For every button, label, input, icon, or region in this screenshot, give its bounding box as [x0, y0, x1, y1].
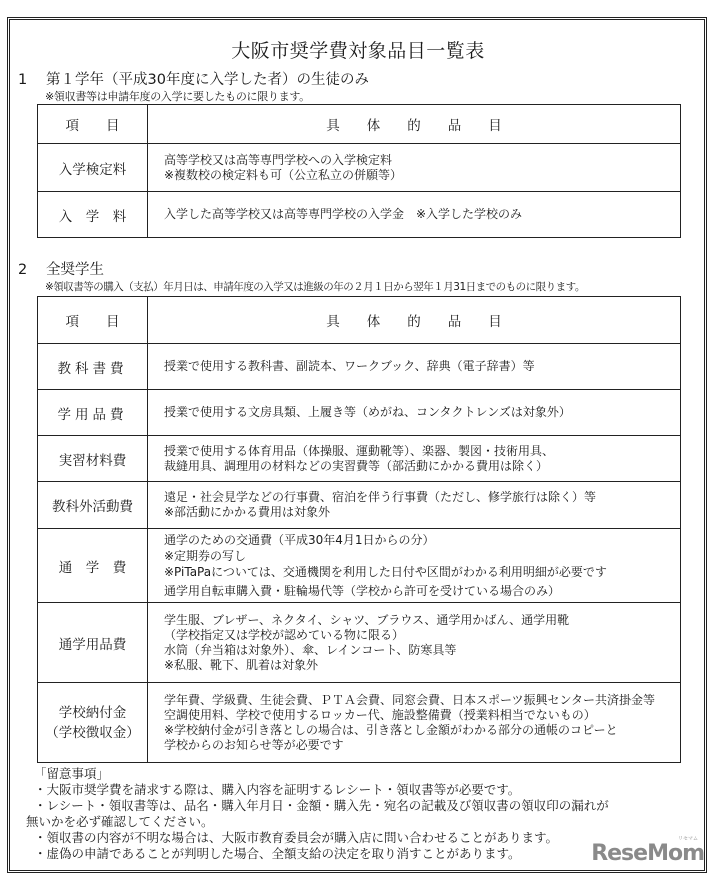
row-desc: [148, 144, 681, 192]
watermark-text: ReseMom: [591, 841, 704, 866]
desc-line: 裁縫用具、調理用の材料などの実習費等（部活動にかかる費用は除く）: [164, 458, 549, 473]
row-desc: [148, 603, 681, 683]
header-desc: 具 体 的 品 目: [148, 297, 681, 344]
remark-line: ・大阪市奨学費を請求する際は、購入内容を証明するレシート・領収書等が必要です。: [34, 782, 521, 797]
table-row: [38, 390, 681, 436]
remarks: [26, 766, 684, 862]
table-header-row: [38, 297, 681, 344]
desc-line: ※PiTaPaについては、交通機関を利用した日付や区間がわかる利用明細が必要です: [164, 565, 607, 579]
row-item: 入 学 料: [38, 192, 148, 238]
row-item: 通学用品費: [38, 603, 148, 683]
table-row: [38, 683, 681, 763]
row-desc: [148, 683, 681, 763]
section1-heading: [18, 68, 369, 89]
desc-line: ※私服、靴下、肌着は対象外: [164, 657, 319, 672]
row-item: 通 学 費: [38, 529, 148, 603]
desc-line: 空調使用料、学校で使用するロッカー代、施設整備費（授業料相当でないもの）: [164, 707, 596, 722]
desc-line: 授業で使用する文房具類、上履き等（めがね、コンタクトレンズは対象外）: [164, 405, 571, 419]
table-row: [38, 192, 681, 238]
item-line: 学校納付金: [58, 704, 127, 721]
desc-line: 通学用自転車購入費・駐輪場代等（学校から許可を受けている場合のみ）: [164, 584, 561, 598]
remark-line: ・レシート・領収書等は、品名・購入年月日・金額・購入先・宛名の記載及び領収書の領収印の漏れが: [34, 798, 609, 813]
section2-title: 全奨学生: [46, 262, 104, 278]
desc-line: 学年費、学級費、生徒会費、ＰＴＡ会費、同窓会費、日本スポーツ振興センター共済掛金等: [164, 692, 656, 707]
section1-note: ※領収書等は申請年度の入学に要したものに限ります。: [45, 90, 310, 103]
table-row: [38, 603, 681, 683]
desc-line: 入学した高等学校又は高等専門学校の入学金 ※入学した学校のみ: [164, 207, 523, 221]
section2-number: 2: [18, 262, 28, 278]
header-item: 項 目: [38, 297, 148, 344]
header-desc: 具 体 的 品 目: [148, 105, 681, 144]
row-desc: [148, 192, 681, 238]
table-row: [38, 436, 681, 482]
row-item: 実習材料費: [38, 436, 148, 482]
section2-table: [37, 296, 681, 763]
resemom-watermark-logo: [591, 836, 704, 866]
desc-line: 高等学校又は高等専門学校への入学検定料: [164, 152, 393, 167]
desc-line: 授業で使用する教科書、副読本、ワークブック、辞典（電子辞書）等: [164, 359, 535, 373]
row-item: 教科外活動費: [38, 482, 148, 529]
section1-number: 1: [18, 72, 28, 88]
row-item: 教科書費: [38, 344, 148, 390]
remark-line: ・虚偽の申請であることが判明した場合、全額支給の決定を取り消すことがあります。: [34, 846, 521, 861]
desc-line: 通学のための交通費（平成30年4月1日からの分）: [164, 533, 435, 547]
watermark-ruby: リセマム: [678, 836, 698, 842]
remarks-heading: 「留意事項」: [34, 766, 110, 781]
header-item: 項 目: [38, 105, 148, 144]
document-title: 大阪市奨学費対象品目一覧表: [231, 40, 485, 62]
table-row: [38, 144, 681, 192]
desc-line: 水筒（弁当箱は対象外）、傘、レインコート、防寒具等: [164, 642, 457, 657]
table-row: [38, 482, 681, 529]
desc-line: ※部活動にかかる費用は対象外: [164, 505, 331, 519]
desc-line: ※定期券の写し: [164, 549, 247, 563]
desc-line: 遠足・社会見学などの行事費、宿泊を伴う行事費（ただし、修学旅行は除く）等: [164, 490, 597, 504]
row-desc: [148, 390, 681, 436]
desc-line: （学校指定又は学校が認めている物に限る）: [164, 627, 405, 642]
section1-table: [37, 104, 681, 238]
table-row: [38, 529, 681, 603]
desc-line: ※学校納付金が引き落としの場合は、引き落とし金額がわかる部分の通帳のコピーと: [164, 722, 618, 737]
remark-line: ・領収書の内容が不明な場合は、大阪市教育委員会が購入店に問い合わせることがあります。: [34, 830, 559, 845]
row-desc: [148, 344, 681, 390]
row-desc: [148, 482, 681, 529]
section2-note: ※領収書等の購入（支払）年月日は、申請年度の入学又は進級の年の２月１日から翌年１月31日までのものに限ります。: [45, 281, 585, 293]
row-desc: [148, 529, 681, 603]
remark-line: 無いかを必ず確認してください。: [26, 814, 214, 829]
desc-line: 学校からのお知らせ等が必要です: [164, 737, 344, 752]
row-desc: [148, 436, 681, 482]
desc-line: ※複数校の検定料も可（公立私立の併願等）: [164, 167, 403, 182]
desc-line: 授業で使用する体育用品（体操服、運動靴等）、楽器、製図・技術用具、: [164, 443, 555, 458]
section2-heading: [18, 258, 104, 279]
desc-line: 学生服、ブレザー、ネクタイ、シャツ、ブラウス、通学用かばん、通学用靴: [164, 612, 570, 627]
section1-title: 第１学年（平成30年度に入学した者）の生徒のみ: [46, 72, 369, 88]
row-item: [38, 683, 148, 763]
table-header-row: [38, 105, 681, 144]
item-line: （学校徴収金）: [45, 724, 140, 741]
row-item: 学用品費: [38, 390, 148, 436]
row-item: 入学検定料: [38, 144, 148, 192]
table-row: [38, 344, 681, 390]
